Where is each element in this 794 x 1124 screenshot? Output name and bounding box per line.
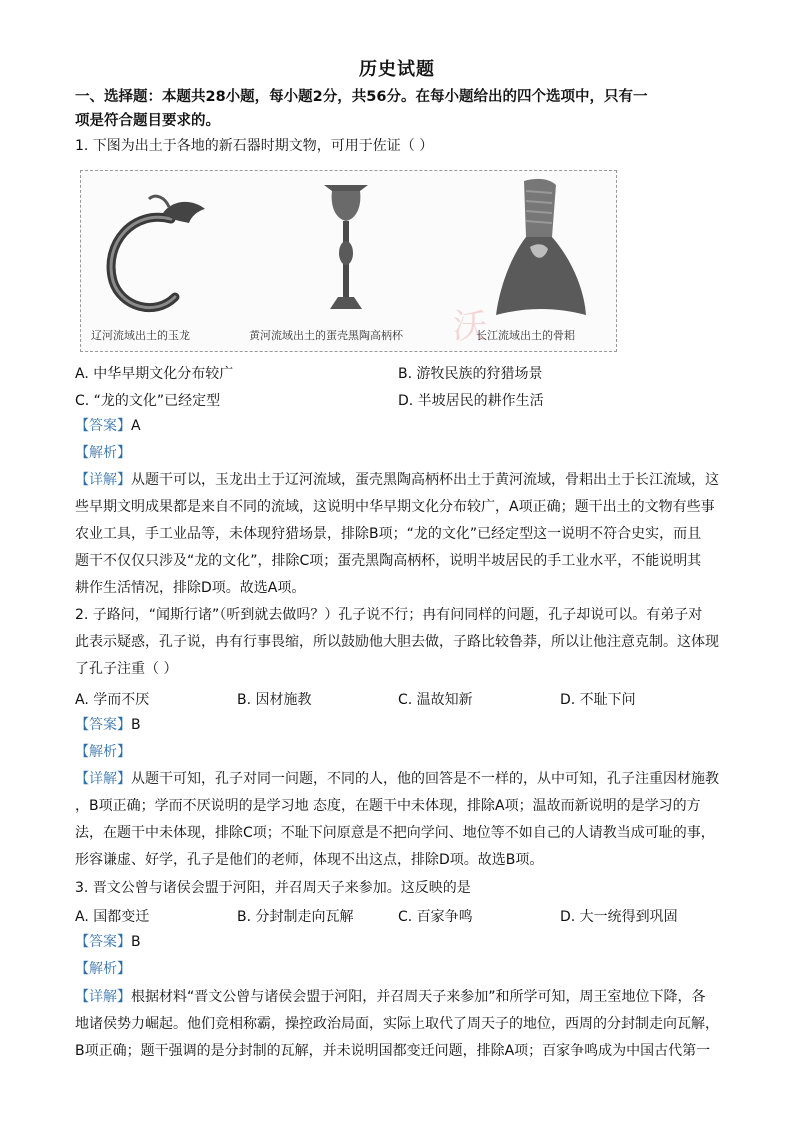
q3-detail-line-1 <box>75 988 720 1006</box>
q2-option-b: B. 因材施教 <box>237 692 312 708</box>
caption-black-pottery-cup: 黄河流域出土的蛋壳黑陶高柄杯 <box>249 329 403 342</box>
q1-detail-line-3: 农业工具，手工业品等，未体现狩猎场景，排除B项；“龙的文化”已经定型这一说明不符合史实，而且 <box>75 526 702 542</box>
q3-option-c: C. 百家争鸣 <box>398 909 473 925</box>
q3-stem: 3. 晋文公曾与诸侯会盟于河阳，并召周天子来参加。这反映的是 <box>75 880 471 896</box>
answer-value: A <box>131 418 141 434</box>
q3-option-b: B. 分封制走向瓦解 <box>237 909 354 925</box>
q2-analysis-tag: 【解析】 <box>75 744 131 760</box>
q1-detail-line-2: 些早期文明成果都是来自不同的流域，这说明中华早期文化分布较广，A项正确；题干出土的文物有些事 <box>75 499 715 515</box>
q3-detail-line-3: B项正确；题干强调的是分封制的瓦解，并未说明国都变迁问题，排除A项；百家争鸣成为中国古代第一 <box>75 1043 711 1059</box>
q2-detail-line-3: 法，在题干中未体现，排除C项；不耻下问原意是不把向学问、地位等不如自己的人请教当成可耻的事， <box>75 825 715 841</box>
page-title: 历史试题 <box>359 59 435 80</box>
detail-text: 根据材料“晋文公曾与诸侯会盟于河阳，并召周天子来参加”和所学可知，周王室地位下降，各 <box>131 989 706 1005</box>
watermark: 沃 <box>453 307 487 347</box>
q1-stem: 1. 下图为出土于各地的新石器时期文物，可用于佐证（ ） <box>75 138 434 154</box>
q1-option-c: C. “龙的文化”已经定型 <box>75 393 221 409</box>
caption-jade-dragon: 辽河流域出土的玉龙 <box>91 329 190 342</box>
detail-text: 从题干可知，孔子对同一问题，不同的人，他的回答是不一样的，从中可知，孔子注重因材施教 <box>131 771 719 787</box>
q1-detail-line-1 <box>75 471 720 489</box>
q3-option-d: D. 大一统得到巩固 <box>560 909 678 925</box>
section-heading-line-1: 一、选择题：本题共28小题，每小题2分，共56分。在每小题给出的四个选项中，只有一 <box>75 89 648 105</box>
answer-tag: 【答案】 <box>75 934 131 950</box>
answer-value: B <box>131 717 141 733</box>
q2-option-c: C. 温故知新 <box>398 692 473 708</box>
q1-analysis-tag: 【解析】 <box>75 445 131 461</box>
caption-bone-spade: 长江流域出土的骨耜 <box>476 329 575 342</box>
q2-stem-line-3: 了孔子注重（ ） <box>75 661 178 677</box>
black-pottery-cup-image <box>316 177 376 327</box>
q2-stem-line-2: 此表示疑惑，孔子说，冉有行事畏缩，所以鼓励他大胆去做，子路比较鲁莽，所以让他注意克制。这体现 <box>75 634 719 650</box>
q2-option-a: A. 学而不厌 <box>75 692 150 708</box>
q2-answer <box>75 716 720 734</box>
q1-answer <box>75 417 720 435</box>
answer-value: B <box>131 934 141 950</box>
bone-spade-image <box>486 175 596 325</box>
q3-analysis-tag: 【解析】 <box>75 961 131 977</box>
answer-tag: 【答案】 <box>75 418 131 434</box>
detail-text: 从题干可以，玉龙出土于辽河流域，蛋壳黑陶高柄杯出土于黄河流域，骨耜出土于长江流域，这 <box>131 472 719 488</box>
q1-option-d: D. 半坡居民的耕作生活 <box>398 393 544 409</box>
detail-tag: 【详解】 <box>75 989 131 1005</box>
q3-answer <box>75 933 720 951</box>
q2-stem-line-1: 2. 子路问，“闻斯行诸”（听到就去做吗？）孔子说不行；冉有问同样的问题，孔子却说可以。有弟子对 <box>75 607 703 623</box>
q3-detail-line-2: 地诸侯势力崛起。他们竞相称霸，操控政治局面，实际上取代了周天子的地位，西周的分封制走向瓦解， <box>75 1016 719 1032</box>
detail-tag: 【详解】 <box>75 771 131 787</box>
section-heading-line-2: 项是符合题目要求的。 <box>75 113 220 129</box>
q1-detail-line-4: 题干不仅仅只涉及“龙的文化”，排除C项；蛋壳黑陶高柄杯，说明半坡居民的手工业水平，不能说明其 <box>75 553 702 569</box>
q2-detail-line-2: ，B项正确；学而不厌说明的是学习地 态度，在题干中未体现，排除A项；温故而新说明的是学习的方 <box>75 798 701 814</box>
q1-detail-line-5: 耕作生活情况，排除D项。故选A项。 <box>75 580 306 596</box>
answer-tag: 【答案】 <box>75 717 131 733</box>
detail-tag: 【详解】 <box>75 472 131 488</box>
q1-option-a: A. 中华早期文化分布较广 <box>75 366 234 382</box>
q1-figure <box>80 170 617 352</box>
q2-option-d: D. 不耻下问 <box>560 692 636 708</box>
q2-detail-line-1 <box>75 770 720 788</box>
q3-option-a: A. 国都变迁 <box>75 909 150 925</box>
q2-detail-line-4: 形容谦虚、好学，孔子是他们的老师，体现不出这点，排除D项。故选B项。 <box>75 852 544 868</box>
q1-option-b: B. 游牧民族的狩猎场景 <box>398 366 543 382</box>
jade-dragon-image <box>93 189 213 319</box>
